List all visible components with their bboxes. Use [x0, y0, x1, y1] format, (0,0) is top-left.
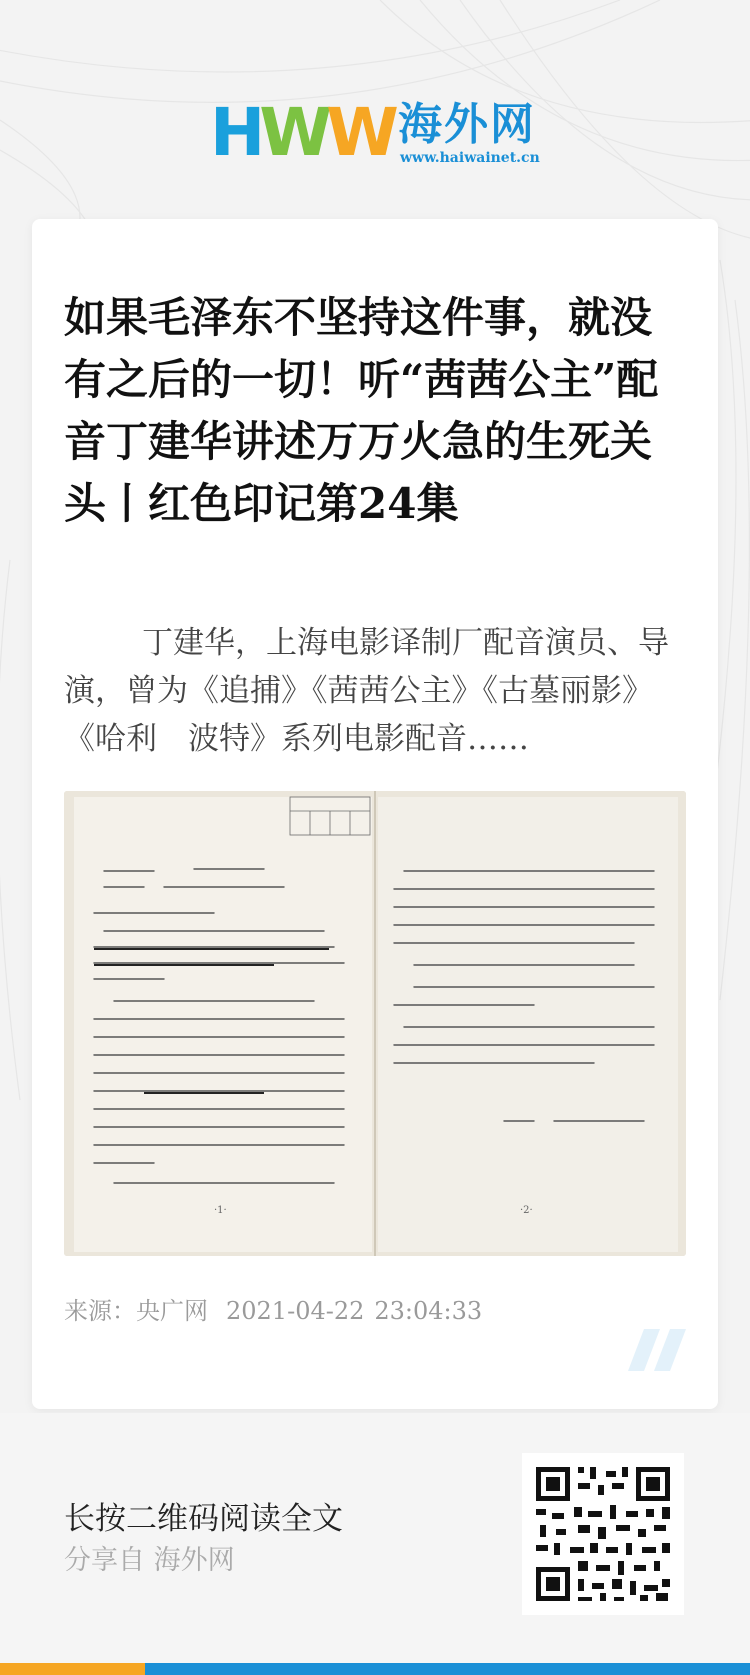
site-logo [210, 94, 550, 171]
svg-text:·2·: ·2· [520, 1205, 533, 1216]
article-title: 如果毛泽东不坚持这件事，就没有之后的一切！听“茜茜公主”配音丁建华讲述万万火急的生死关头丨红色印记第24集 [64, 293, 659, 528]
quote-mark-icon [624, 1327, 694, 1377]
logo-site-url: www.haiwainet.cn [400, 150, 540, 166]
logo-hww: HWW [210, 94, 393, 171]
publish-date: 2021-04-22 [226, 1297, 365, 1325]
source-label: 来源：央广网 [64, 1297, 208, 1325]
bottom-bar-blue [145, 1663, 750, 1675]
bottom-brand-bar [0, 1663, 750, 1675]
publish-time: 23:04:33 [374, 1297, 483, 1325]
logo-site-name: 海外网 [398, 99, 536, 150]
qr-code[interactable] [522, 1453, 684, 1615]
svg-text:·1·: ·1· [214, 1205, 227, 1216]
article-card [32, 219, 718, 1409]
qr-cta-text: 长按二维码阅读全文 [64, 1501, 343, 1537]
document-photo [64, 791, 686, 1256]
bottom-bar-orange [0, 1663, 145, 1675]
document-photo-graphic [64, 791, 686, 1256]
article-meta [64, 1291, 482, 1326]
share-source-text: 分享自 海外网 [64, 1545, 235, 1576]
qr-code-icon [522, 1453, 684, 1615]
share-footer [0, 1413, 750, 1663]
article-summary: 丁建华，上海电影译制厂配音演员、导演，曾为《追捕》《茜茜公主》《古墓丽影》《哈利 波特》系列电影配音…… [64, 625, 669, 757]
